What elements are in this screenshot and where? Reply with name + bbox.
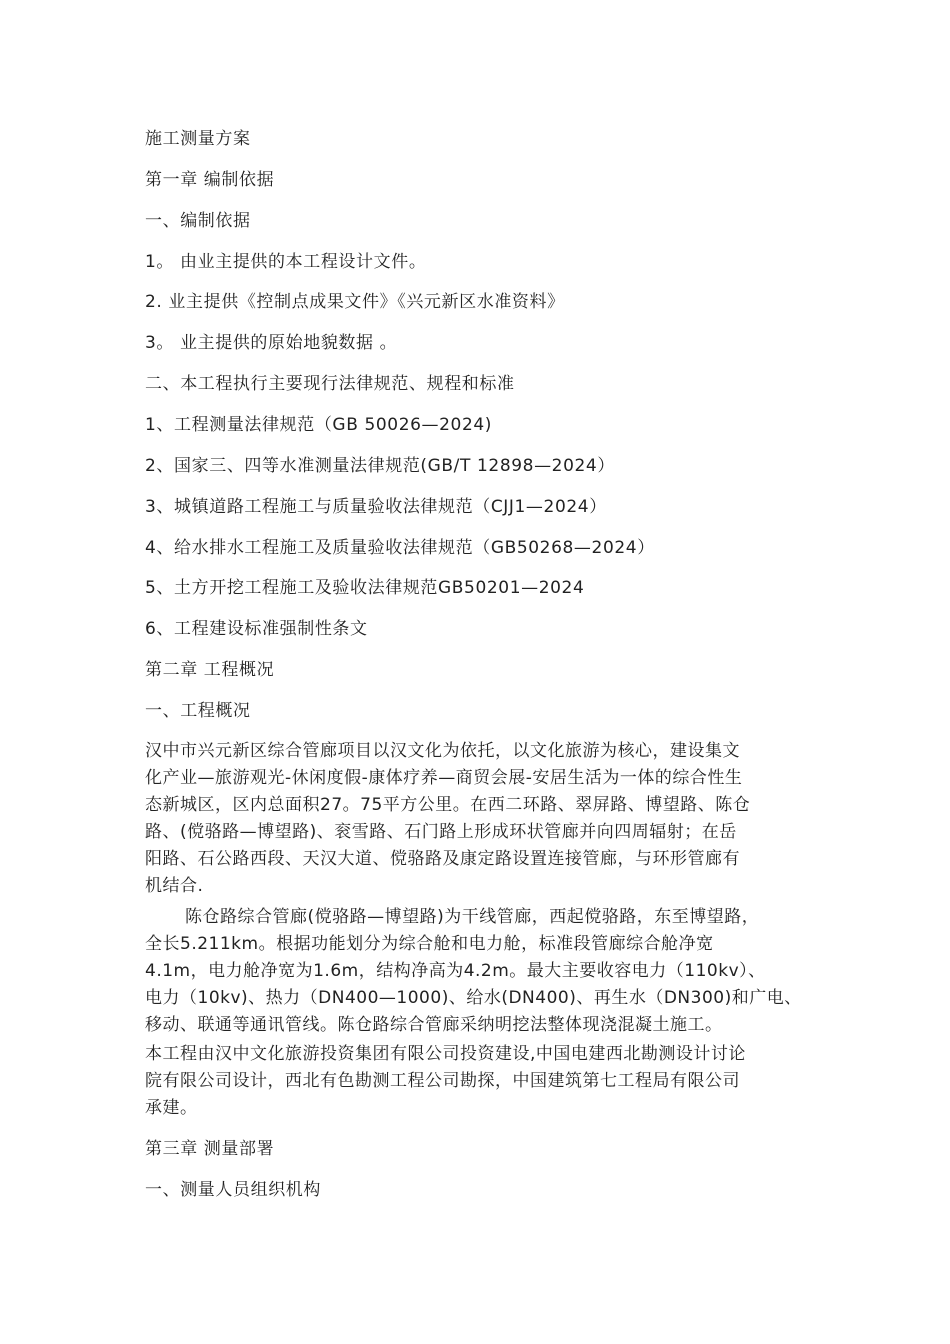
- basis-item-1: 1。 由业主提供的本工程设计文件。: [145, 252, 427, 272]
- standard-item-1: 1、工程测量法律规范（GB 50026—2024): [145, 415, 493, 435]
- paragraph-line: 移动、联通等通讯管线。陈仓路综合管廊采纳明挖法整体现浇混凝土施工。: [145, 1015, 723, 1035]
- standard-item-4: 4、给水排水工程施工及质量验收法律规范（GB50268—2024）: [145, 538, 655, 558]
- paragraph-line: 阳路、石公路西段、天汉大道、傥骆路及康定路设置连接管廊，与环形管廊有: [145, 849, 740, 869]
- paragraph-line: 机结合.: [145, 876, 204, 896]
- basis-item-3: 3。 业主提供的原始地貌数据 。: [145, 333, 398, 353]
- document-title: 施工测量方案: [145, 129, 251, 149]
- paragraph-line: 陈仓路综合管廊(傥骆路—博望路)为干线管廊，西起傥骆路，东至博望路，: [185, 907, 760, 927]
- overview-paragraph-1: [145, 738, 809, 900]
- paragraph-line: 全长5.211km。根据功能划分为综合舱和电力舱，标准段管廊综合舱净宽: [145, 934, 714, 954]
- paragraph-line: 本工程由汉中文化旅游投资集团有限公司投资建设,中国电建西北勘测设计讨论: [145, 1044, 746, 1064]
- basis-item-2: 2. 业主提供《控制点成果文件》《兴元新区水准资料》: [145, 292, 565, 312]
- paragraph-line: 院有限公司设计，西北有色勘测工程公司勘探，中国建筑第七工程局有限公司: [145, 1071, 740, 1091]
- paragraph-line: 路、(傥骆路—博望路)、衮雪路、石门路上形成环状管廊并向四周辐射；在岳: [145, 822, 737, 842]
- section-1-2-heading: 二、本工程执行主要现行法律规范、规程和标准: [145, 374, 515, 394]
- standard-item-3: 3、城镇道路工程施工与质量验收法律规范（CJJ1—2024）: [145, 497, 607, 517]
- standard-item-6: 6、工程建设标准强制性条文: [145, 619, 368, 639]
- standard-item-5: 5、土方开挖工程施工及验收法律规范GB50201—2024: [145, 578, 585, 598]
- paragraph-line: 汉中市兴元新区综合管廊项目以汉文化为依托，以文化旅游为核心，建设集文: [145, 741, 740, 761]
- overview-paragraph-2: [145, 904, 809, 1039]
- chapter-1-heading: 第一章 编制依据: [145, 170, 275, 190]
- section-3-1-heading: 一、测量人员组织机构: [145, 1180, 321, 1200]
- paragraph-line: 承建。: [145, 1098, 198, 1118]
- overview-paragraph-3: [145, 1041, 809, 1122]
- standard-item-2: 2、国家三、四等水准测量法律规范(GB/T 12898—2024）: [145, 456, 615, 476]
- paragraph-line: 态新城区，区内总面积27。75平方公里。在西二环路、翠屏路、博望路、陈仓: [145, 795, 751, 815]
- paragraph-line: 4.1m，电力舱净宽为1.6m，结构净高为4.2m。最大主要收容电力（110kv）、: [145, 961, 766, 981]
- paragraph-line: 电力（10kv)、热力（DN400—1000)、给水(DN400)、再生水（DN300)和广电、: [145, 988, 802, 1008]
- section-1-1-heading: 一、编制依据: [145, 211, 251, 231]
- chapter-3-heading: 第三章 测量部署: [145, 1139, 275, 1159]
- chapter-2-heading: 第二章 工程概况: [145, 660, 275, 680]
- paragraph-line: 化产业—旅游观光-休闲度假-康体疗养—商贸会展-安居生活为一体的综合性生: [145, 768, 743, 788]
- section-2-1-heading: 一、工程概况: [145, 701, 251, 721]
